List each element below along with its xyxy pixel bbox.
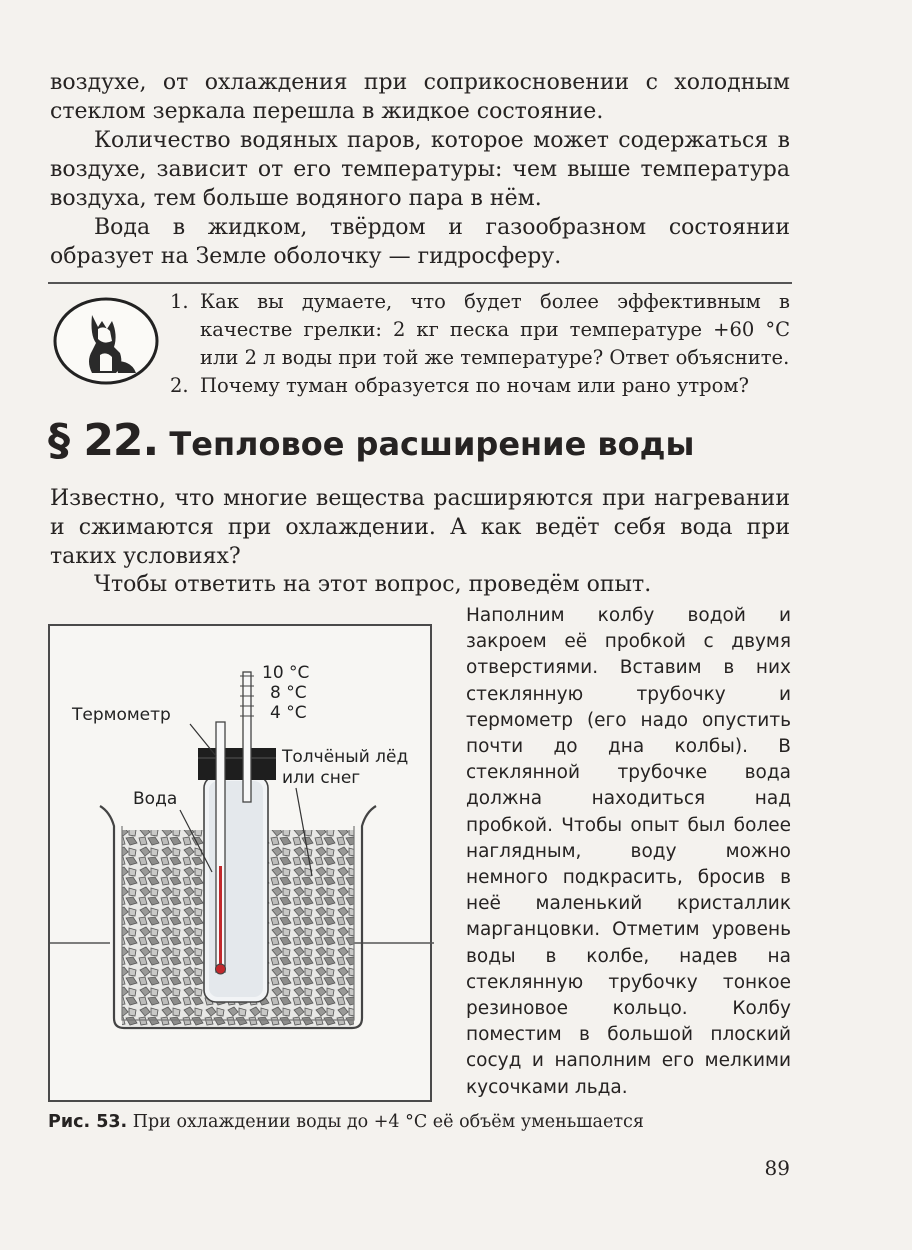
section-heading xyxy=(48,416,694,469)
glass-tube xyxy=(243,672,251,802)
flask-diagram xyxy=(50,626,434,1104)
scale-4: 4 °С xyxy=(270,703,307,723)
caption-label: Рис. 53. xyxy=(48,1112,128,1132)
section-number: § 22. xyxy=(48,415,159,466)
figure-53 xyxy=(48,624,432,1102)
caption-text: При охлаждении воды до +4 °С её объём уменьшается xyxy=(132,1112,644,1132)
question-item xyxy=(170,372,790,400)
page-number: 89 xyxy=(764,1156,790,1180)
label-thermometer: Термометр xyxy=(72,705,171,725)
scale-10: 10 °С xyxy=(262,663,310,683)
questions-divider xyxy=(48,282,792,284)
thinking-fox-icon xyxy=(52,295,160,387)
paragraph-intro: Известно, что многие вещества расширяются при нагревании и сжимаются при охлаждении. А как ведёт себя вода при таких условиях? xyxy=(50,486,790,569)
thermometer-bulb xyxy=(216,964,226,974)
label-ice-line1: Толчёный лёд xyxy=(282,747,409,767)
label-water: Вода xyxy=(133,789,178,809)
label-ice-line2: или снег xyxy=(282,768,361,788)
paragraph-vapor: Количество водяных паров, которое может содержаться в воздухе, зависит от его температуры: чем выше температура воздуха, тем больше водяного пара в нём. xyxy=(50,128,790,211)
experiment-description: Наполним колбу водой и закроем её пробкой с двумя отверстиями. Вставим в них стеклянную трубочку и термометр (его надо опустить почти до дна колбы). В стеклянной трубочке вода должна находиться над пробкой. Чтобы опыт был более наглядным, воду можно немного подкрасить, бросив в неё маленький кристаллик марганцовки. Отметим уровень воды в колбе, надев на стеклянную трубочку тонкое резиновое кольцо. Колбу поместим в большой плоский сосуд и наполним его мелкими кусочками льда. xyxy=(466,605,791,1098)
paragraph-hydrosphere: Вода в жидком, твёрдом и газообразном состоянии образует на Земле оболочку — гидросферу. xyxy=(50,215,790,269)
question-item xyxy=(170,288,790,372)
question-number: 1. xyxy=(170,290,189,313)
paragraph-continuation: воздухе, от охлаждения при соприкосновении с холодным стеклом зеркала перешла в жидкое состояние. xyxy=(50,70,790,124)
question-text: Как вы думаете, что будет более эффективным в качестве грелки: 2 кг песка при температуре +60 °С или 2 л воды при той же температуре? Ответ объясните. xyxy=(200,290,790,369)
scale-8: 8 °С xyxy=(270,683,307,703)
figure-caption xyxy=(48,1109,644,1135)
paragraph-experiment-lead: Чтобы ответить на этот вопрос, проведём опыт. xyxy=(94,572,652,597)
questions-list xyxy=(170,288,790,400)
question-text: Почему туман образуется по ночам или рано утром? xyxy=(200,374,749,397)
question-number: 2. xyxy=(170,374,189,397)
section-title: Тепловое расширение воды xyxy=(169,425,695,463)
flask-stopper xyxy=(198,748,276,780)
